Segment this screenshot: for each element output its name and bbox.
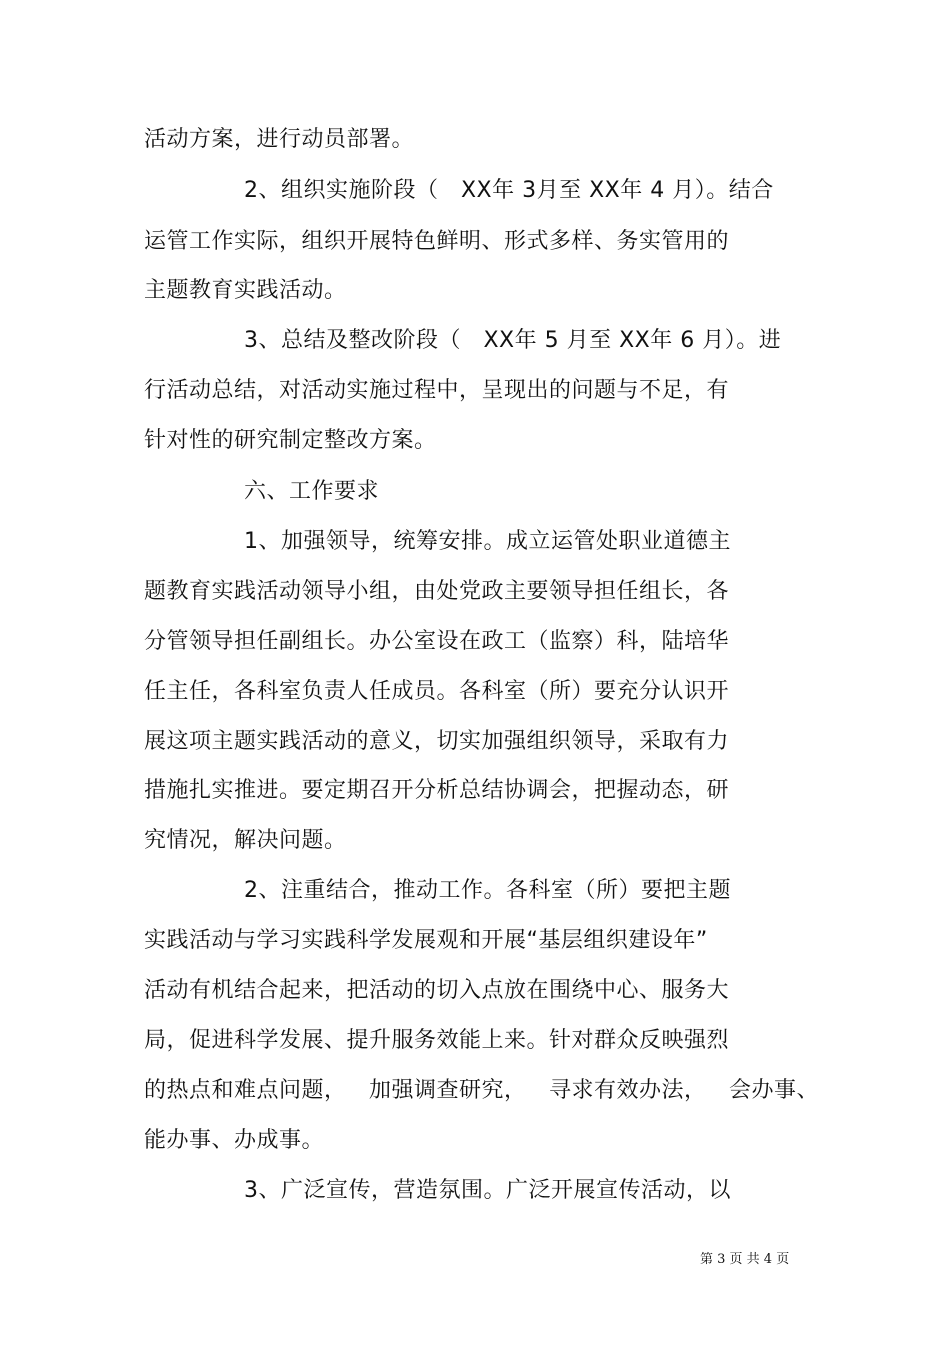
text-line: 行活动总结，对活动实施过程中，呈现出的问题与不足，有 [144, 378, 730, 403]
text-line: 活动有机结合起来，把活动的切入点放在围绕中心、服务大 [144, 978, 730, 1003]
text-line: 题教育实践活动领导小组，由处党政主要领导担任组长，各 [144, 579, 730, 604]
text-line: 局，促进科学发展、提升服务效能上来。针对群众反映强烈 [144, 1028, 730, 1053]
text-line: 分管领导担任副组长。办公室设在政工（监察）科，陆培华 [144, 629, 730, 654]
text-line: 能办事、办成事。 [144, 1128, 325, 1153]
text-line: 主题教育实践活动。 [144, 278, 347, 303]
text-line: 2、注重结合，推动工作。各科室（所）要把主题 [244, 878, 731, 903]
text-line: 3、广泛宣传，营造氛围。广泛开展宣传活动，以 [244, 1178, 731, 1203]
text-line: 针对性的研究制定整改方案。 [144, 428, 437, 453]
text-line: 实践活动与学习实践科学发展观和开展“基层组织建设年” [144, 928, 708, 953]
text-line: 1、加强领导，统筹安排。成立运管处职业道德主 [244, 529, 731, 554]
text-line: 究情况，解决问题。 [144, 828, 347, 853]
text-line: 展这项主题实践活动的意义，切实加强组织领导，采取有力 [144, 729, 730, 754]
text-line: 的热点和难点问题， 加强调查研究， 寻求有效办法， 会办事、 [144, 1078, 819, 1103]
text-line: 3、总结及整改阶段（ XX年 5 月至 XX年 6 月）。进 [244, 328, 782, 353]
text-line: 措施扎实推进。要定期召开分析总结协调会，把握动态，研 [144, 778, 730, 803]
text-line: 活动方案，进行动员部署。 [144, 127, 415, 152]
section-heading: 六、工作要求 [244, 479, 380, 504]
text-line: 2、组织实施阶段（ XX年 3月至 XX年 4 月）。结合 [244, 178, 774, 203]
text-line: 任主任，各科室负责人任成员。各科室（所）要充分认识开 [144, 679, 730, 704]
page-number-footer: 第 3 页 共 4 页 [700, 1252, 790, 1267]
text-line: 运管工作实际，组织开展特色鲜明、形式多样、务实管用的 [144, 229, 730, 254]
